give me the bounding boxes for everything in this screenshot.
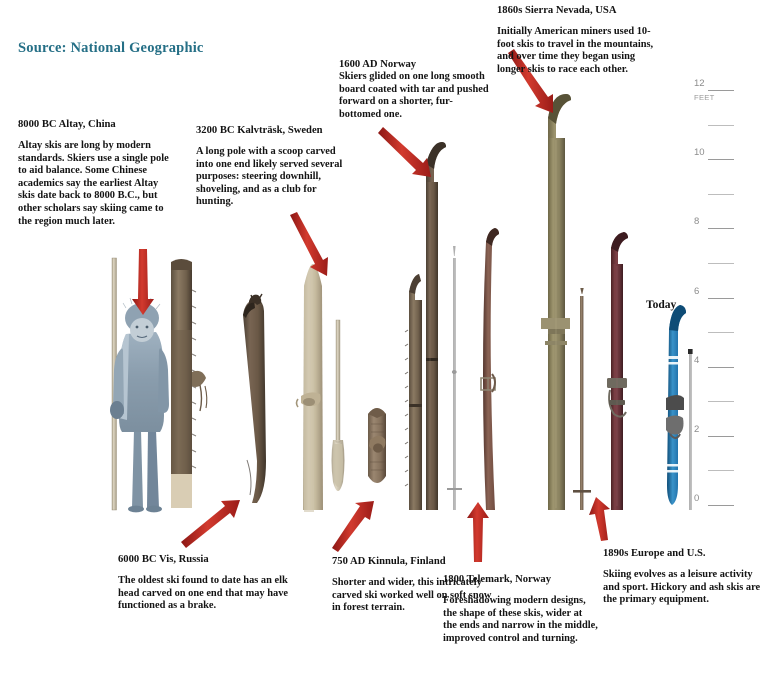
artifact-kalvtrask-ski — [297, 264, 324, 512]
ruler-tick-label: 8 — [694, 216, 700, 228]
note-europe-us-1890s — [603, 547, 763, 607]
artifact-altay-skier-photo — [110, 296, 169, 512]
ruler-tick-minor — [708, 194, 734, 195]
artifact-vis-ski — [243, 294, 266, 503]
note-telemark-norway — [443, 573, 598, 645]
ruler-tick-major — [708, 436, 734, 437]
note-heading: 1890s Europe and U.S. — [603, 548, 706, 559]
note-norway-1600 — [339, 58, 491, 121]
ruler-tick-minor — [708, 125, 734, 126]
ruler-tick-label: 4 — [694, 354, 700, 366]
note-body: Skiers glided on one long smooth board coated with tar and pushed forward on a shorter, fur-bottomed one. — [339, 71, 489, 120]
note-heading: 1600 AD Norway — [339, 59, 417, 70]
ruler-tick-label: 2 — [694, 423, 700, 435]
note-body: Altay skis are long by modern standards. Skiers use a single pole to aid balance. Some Chinese academics say the earliest Altay skis date back to 8000 B.C., but other scholars say skiing came to the region much later. — [18, 140, 169, 227]
arrow-to-norway-ski — [378, 127, 431, 177]
ruler-tick-label: 10 — [694, 147, 705, 159]
note-altay-china — [18, 118, 170, 228]
note-heading: 750 AD Kinnula, Finland — [332, 556, 446, 567]
note-heading: 6000 BC Vis, Russia — [118, 554, 209, 565]
ruler-tick-major — [708, 159, 734, 160]
note-heading: 3200 BC Kalvträsk, Sweden — [196, 125, 323, 136]
note-body: Shorter and wider, this intricately carved ski worked well on soft snow in forest terrain. — [332, 577, 492, 614]
artifact-norway-pole — [447, 246, 462, 510]
ruler-unit-label: FEET — [694, 93, 715, 102]
artifact-kalvtrask-pole — [332, 320, 345, 491]
ruler-tick-major — [708, 505, 734, 506]
artifact-kinnula-ski — [368, 408, 386, 483]
artifact-altay-ski — [171, 259, 207, 508]
note-body: Foreshadowing modern designs, the shape of these skis, wider at the ends and narrow in the middle, improved control and turning. — [443, 595, 598, 644]
note-kalvtrask-sweden — [196, 124, 346, 209]
ruler-tick-label: 6 — [694, 285, 700, 297]
note-body: A long pole with a scoop carved into one end likely served several purposes: steering downhill, shoveling, and as a club for hunting. — [196, 146, 343, 208]
today-label: Today — [646, 299, 677, 311]
note-heading: 1860s Sierra Nevada, USA — [497, 5, 617, 16]
note-heading: 1800 Telemark, Norway — [443, 574, 551, 585]
artifact-modern-ski — [666, 305, 686, 505]
source-credit: Source: National Geographic — [18, 40, 204, 56]
artifact-norway-short-ski — [405, 274, 422, 510]
ruler-tick-minor — [708, 332, 734, 333]
feet-scale-ruler — [694, 80, 738, 520]
artifact-telemark-ski — [481, 228, 499, 510]
arrow-to-kalvtrask-pole — [290, 212, 328, 276]
note-vis-russia — [118, 553, 298, 613]
artifact-norway-long-ski — [426, 142, 446, 510]
note-body: Skiing evolves as a leisure activity and sport. Hickory and ash skis are the primary equipment. — [603, 569, 761, 606]
ruler-tick-minor — [708, 401, 734, 402]
ruler-tick-major — [708, 228, 734, 229]
artifact-sierra-ski — [541, 94, 571, 510]
ruler-tick-major — [708, 90, 734, 91]
artifact-modern-pole — [688, 349, 693, 510]
ruler-tick-major — [708, 298, 734, 299]
note-body: The oldest ski found to date has an elk head carved on one end that may have functioned as a brake. — [118, 575, 289, 612]
ruler-tick-label: 0 — [694, 493, 700, 504]
arrow-to-europe-ski — [589, 497, 610, 541]
ruler-tick-major — [708, 367, 734, 368]
artifact-sierra-pole — [573, 288, 591, 510]
arrow-to-telemark-ski — [467, 502, 489, 562]
artifact-europe-ski — [607, 232, 628, 510]
ruler-tick-minor — [708, 263, 734, 264]
note-body: Initially American miners used 10-foot skis to travel in the mountains, and over time they began using longer skis to race each other. — [497, 26, 654, 75]
arrow-to-kinnula-ski — [332, 501, 374, 552]
ruler-tick-minor — [708, 470, 734, 471]
note-heading: 8000 BC Altay, China — [18, 119, 116, 130]
ruler-tick-label: 12 — [694, 78, 705, 89]
note-sierra-nevada-usa — [497, 4, 665, 76]
